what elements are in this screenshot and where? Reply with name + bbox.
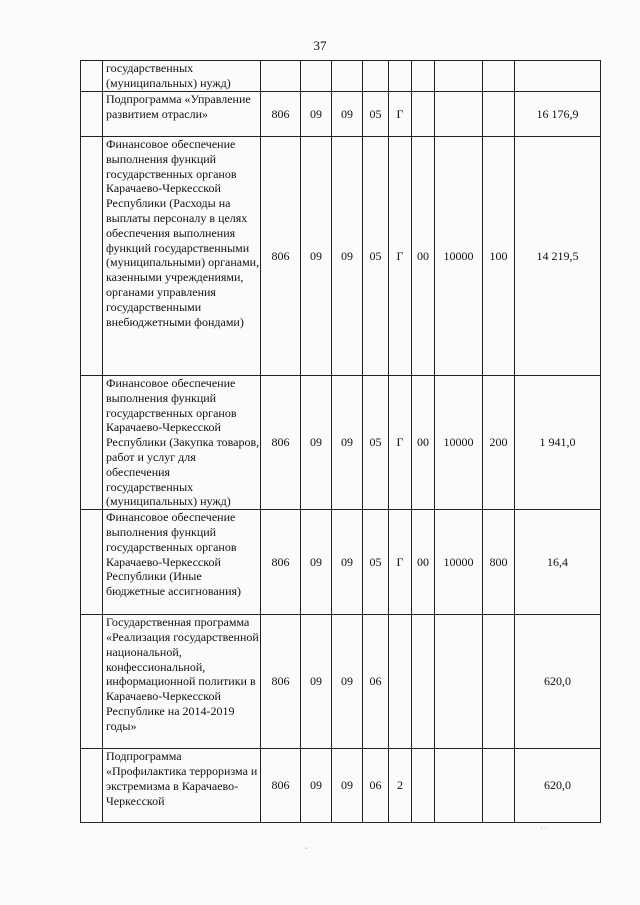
- expense-type-cell: [483, 615, 515, 749]
- subsection-cell: 09: [332, 615, 363, 749]
- program-cell: 05: [363, 376, 389, 510]
- department-code-cell: 806: [261, 376, 301, 510]
- subprogram-cell: Г: [389, 510, 412, 615]
- item-name-cell: Государственная программа «Реализация государственной национальной, конфессиональной, информационной политики в Карачаево-Черкесской Республике на 2014-2019 годы»: [103, 615, 261, 749]
- item-name-cell: Финансовое обеспечение выполнения функций государственных органов Карачаево-Черкесской Республики (Расходы на выплаты персоналу в целях обеспечения выполнения функций государственными (муниципальными) органами, казенными учреждениями, органами управления государственными внебюджетными фондами): [103, 137, 261, 376]
- expense-type-cell: 200: [483, 376, 515, 510]
- subprogram-cell: Г: [389, 92, 412, 137]
- direction-cell: [435, 749, 483, 823]
- direction-cell: 10000: [435, 376, 483, 510]
- table-row: [81, 137, 601, 376]
- section-cell: 09: [301, 92, 332, 137]
- group-cell: 00: [412, 137, 435, 376]
- amount-cell: 16 176,9: [515, 92, 601, 137]
- program-cell: 05: [363, 137, 389, 376]
- department-code-cell: 806: [261, 749, 301, 823]
- section-cell: 09: [301, 749, 332, 823]
- group-cell: [412, 61, 435, 92]
- direction-cell: [435, 92, 483, 137]
- department-code-cell: 806: [261, 137, 301, 376]
- table-row: [81, 510, 601, 615]
- program-cell: 05: [363, 510, 389, 615]
- expense-type-cell: 800: [483, 510, 515, 615]
- item-name-cell: Финансовое обеспечение выполнения функций государственных органов Карачаево-Черкесской Республики (Иные бюджетные ассигнования): [103, 510, 261, 615]
- program-cell: 05: [363, 92, 389, 137]
- table-row: [81, 92, 601, 137]
- amount-cell: 620,0: [515, 749, 601, 823]
- program-cell: 06: [363, 615, 389, 749]
- row-marker-cell: [81, 510, 103, 615]
- table-row: [81, 615, 601, 749]
- scan-speck: ˙ ˙: [540, 826, 548, 835]
- expense-type-cell: [483, 92, 515, 137]
- amount-cell: 16,4: [515, 510, 601, 615]
- group-cell: [412, 615, 435, 749]
- subsection-cell: [332, 61, 363, 92]
- scan-speck: ˘: [305, 846, 308, 855]
- item-name-cell: Подпрограмма «Управление развитием отрасли»: [103, 92, 261, 137]
- department-code-cell: [261, 61, 301, 92]
- direction-cell: [435, 615, 483, 749]
- page-number: 37: [313, 38, 327, 53]
- direction-cell: [435, 61, 483, 92]
- subprogram-cell: 2: [389, 749, 412, 823]
- row-marker-cell: [81, 92, 103, 137]
- subsection-cell: 09: [332, 749, 363, 823]
- row-marker-cell: [81, 61, 103, 92]
- department-code-cell: 806: [261, 615, 301, 749]
- subprogram-cell: [389, 615, 412, 749]
- budget-table: [80, 60, 601, 823]
- subsection-cell: 09: [332, 92, 363, 137]
- program-cell: 06: [363, 749, 389, 823]
- row-marker-cell: [81, 376, 103, 510]
- amount-cell: 620,0: [515, 615, 601, 749]
- section-cell: 09: [301, 615, 332, 749]
- subsection-cell: 09: [332, 376, 363, 510]
- item-name-cell: Финансовое обеспечение выполнения функций государственных органов Карачаево-Черкесской Республики (Закупка товаров, работ и услуг для обеспечения государственных (муниципальных) нужд): [103, 376, 261, 510]
- department-code-cell: 806: [261, 510, 301, 615]
- amount-cell: 14 219,5: [515, 137, 601, 376]
- department-code-cell: 806: [261, 92, 301, 137]
- amount-cell: [515, 61, 601, 92]
- section-cell: [301, 61, 332, 92]
- subsection-cell: 09: [332, 137, 363, 376]
- expense-type-cell: [483, 749, 515, 823]
- section-cell: 09: [301, 376, 332, 510]
- row-marker-cell: [81, 749, 103, 823]
- row-marker-cell: [81, 137, 103, 376]
- group-cell: 00: [412, 510, 435, 615]
- subprogram-cell: Г: [389, 137, 412, 376]
- section-cell: 09: [301, 510, 332, 615]
- expense-type-cell: 100: [483, 137, 515, 376]
- table-row: [81, 61, 601, 92]
- expense-type-cell: [483, 61, 515, 92]
- direction-cell: 10000: [435, 510, 483, 615]
- group-cell: 00: [412, 376, 435, 510]
- direction-cell: 10000: [435, 137, 483, 376]
- subprogram-cell: Г: [389, 376, 412, 510]
- subprogram-cell: [389, 61, 412, 92]
- group-cell: [412, 749, 435, 823]
- row-marker-cell: [81, 615, 103, 749]
- table-row: [81, 749, 601, 823]
- group-cell: [412, 92, 435, 137]
- item-name-cell: Подпрограмма «Профилактика терроризма и экстремизма в Карачаево-Черкесской: [103, 749, 261, 823]
- subsection-cell: 09: [332, 510, 363, 615]
- item-name-cell: государственных (муниципальных) нужд): [103, 61, 261, 92]
- amount-cell: 1 941,0: [515, 376, 601, 510]
- table-row: [81, 376, 601, 510]
- program-cell: [363, 61, 389, 92]
- section-cell: 09: [301, 137, 332, 376]
